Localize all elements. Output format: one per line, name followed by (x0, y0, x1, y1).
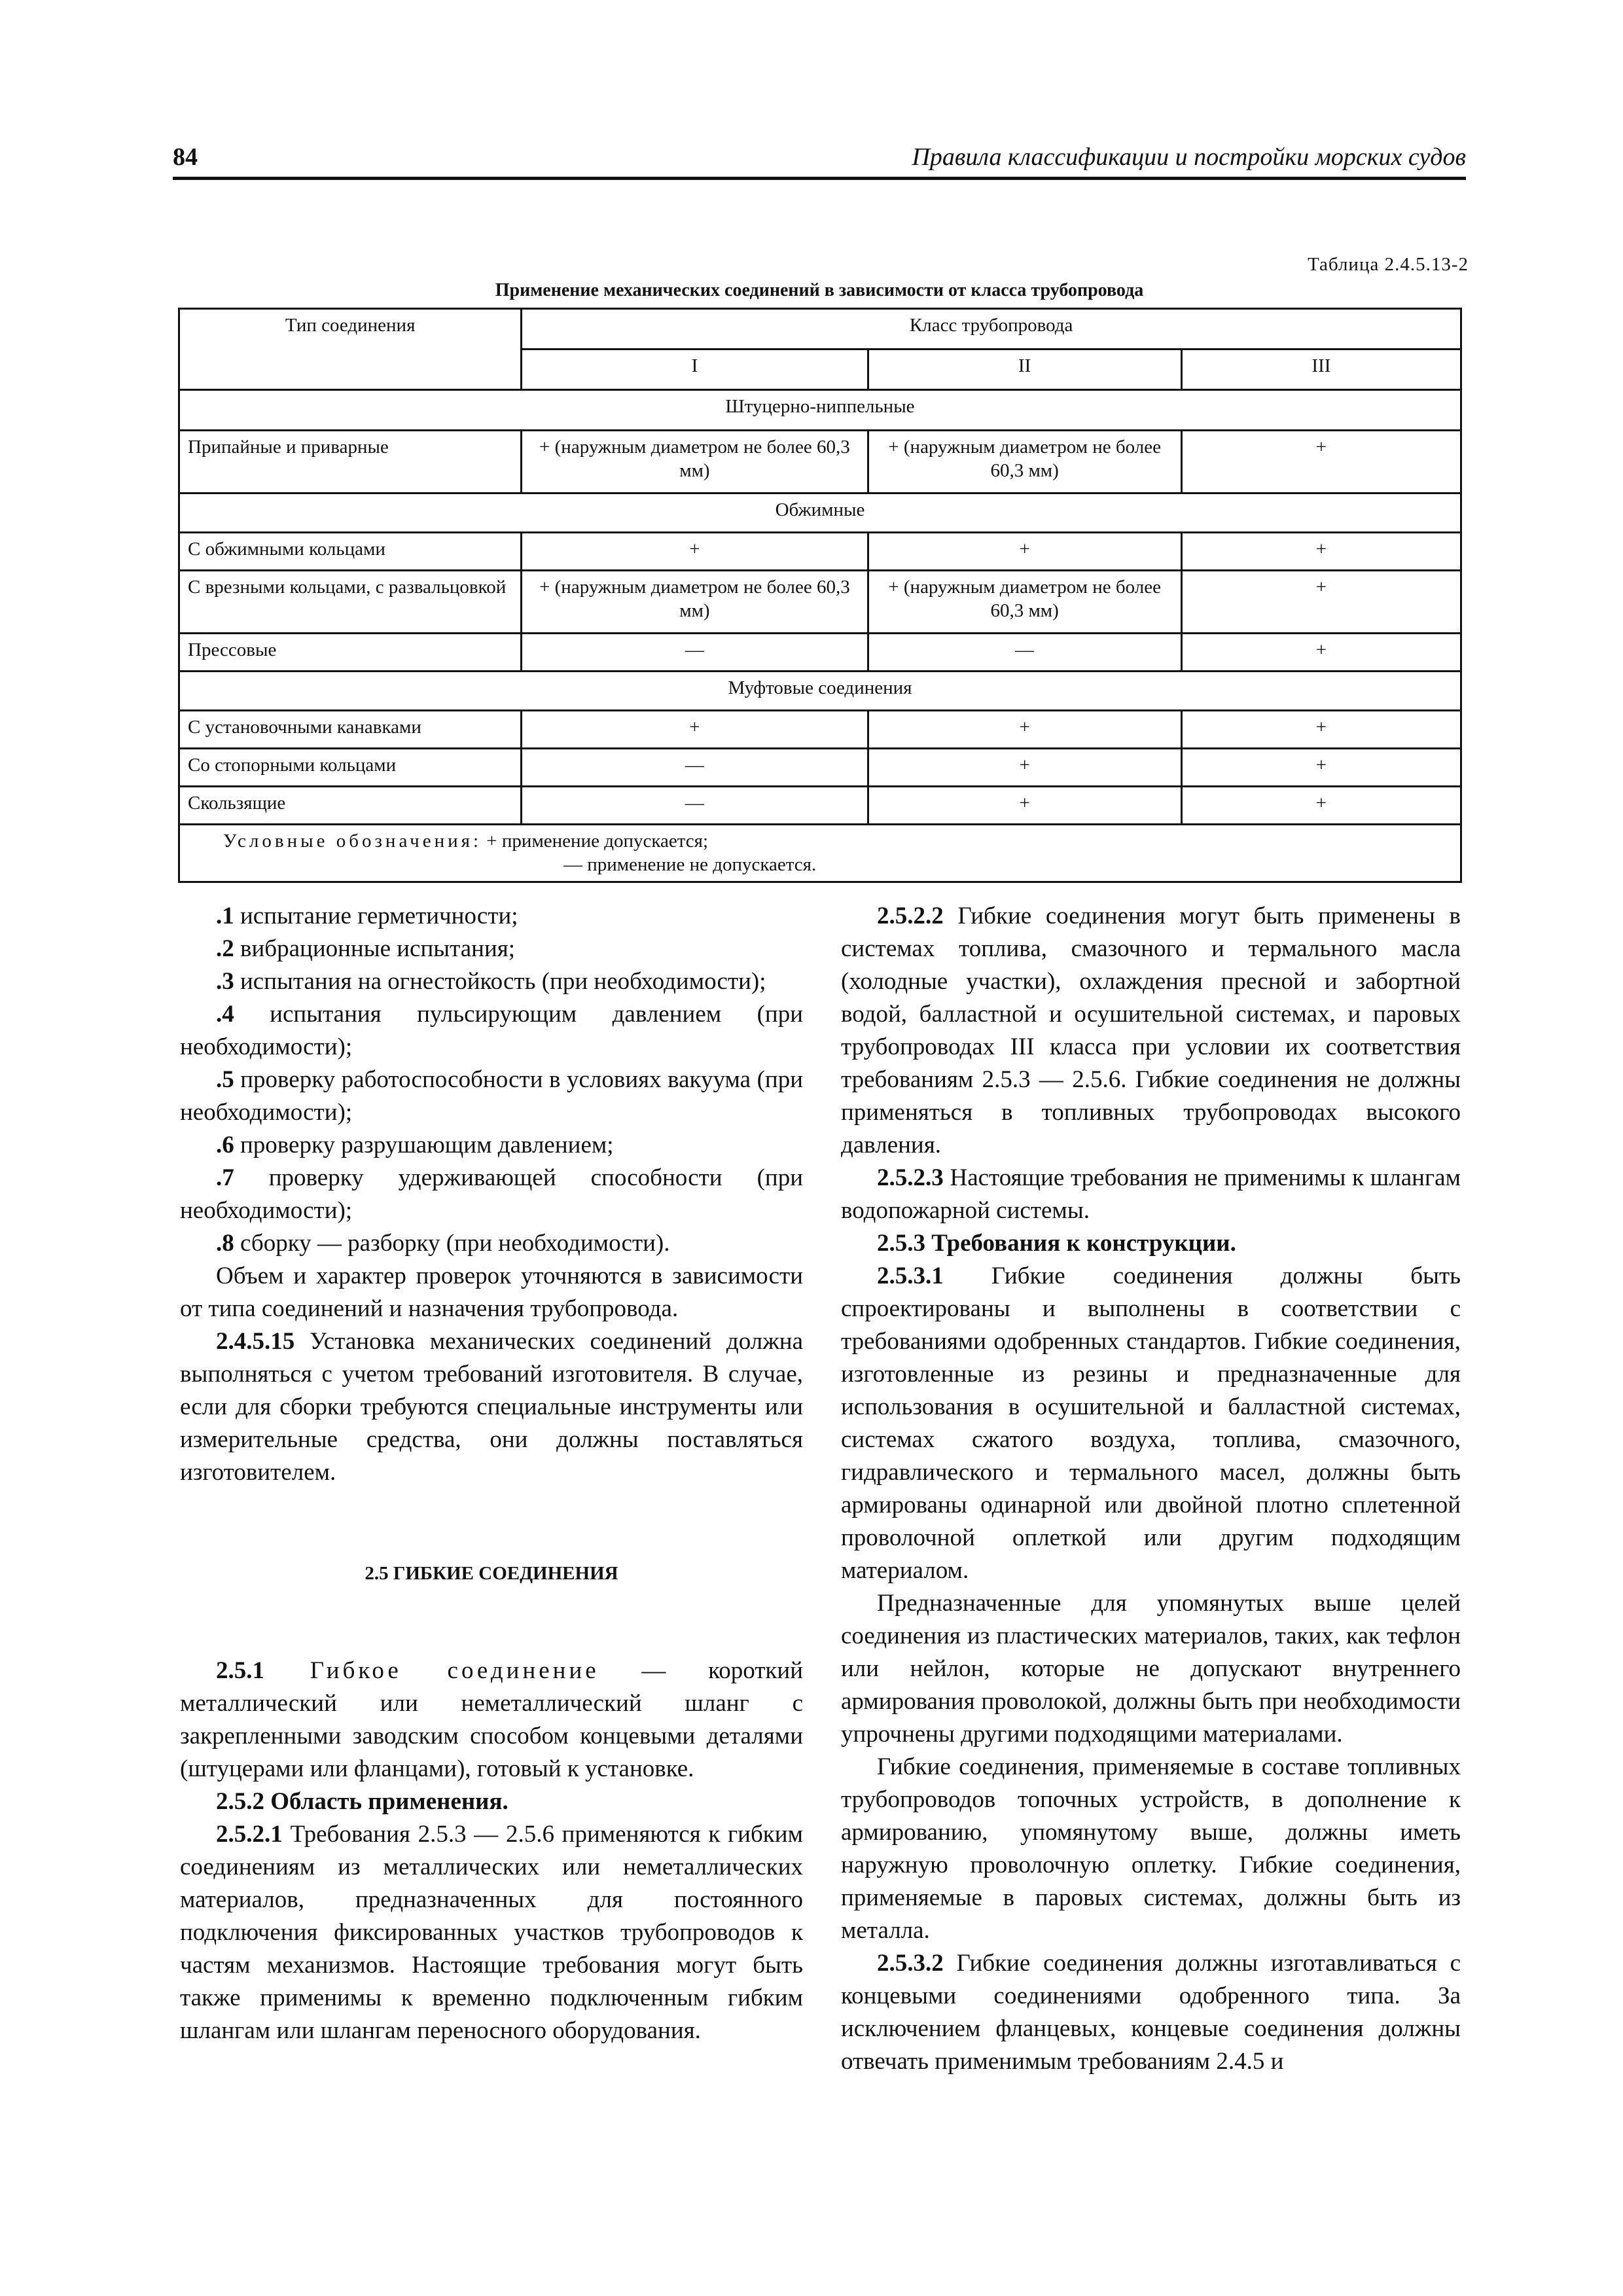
paragraph: .8 сборку — разборку (при необходимости). (216, 1230, 670, 1257)
paragraph: 2.5.3.1 Гибкие соединения должны быть спроектированы и выполнены в соответствии с требованиями одобренных стандартов. Гибкие соединения, изготовленные из резины и предназначенные для использования в осушительной и балластной системах, системах сжатого воздуха, топлива, смазочного, гидравлического и термального масел, должны быть армированы одинарной или двойной плотно сплетенной проволочной оплеткой или другим подходящим материалом. (841, 1263, 1461, 1584)
cell-class-2: + (наружным диаметром не более 60,3 мм) (868, 571, 1181, 634)
cell-class-3: + (1181, 711, 1461, 749)
cell-class-2: + (868, 711, 1181, 749)
paragraph: .5 проверку работоспособности в условиях вакуума (при необходимости); (180, 1066, 803, 1126)
cell-class-3: + (1181, 533, 1461, 571)
table-label: Таблица 2.4.5.13-2 (1308, 254, 1469, 275)
cell-class-1: + (наружным диаметром не более 60,3 мм) (522, 571, 868, 634)
cell-class-1: + (522, 533, 868, 571)
table-legend (179, 825, 1461, 882)
header-type: Тип соединения (179, 309, 522, 390)
cell-class-3: + (1181, 749, 1461, 787)
row-type: Прессовые (179, 634, 522, 672)
connections-table (178, 308, 1462, 883)
paragraph: .7 проверку удерживающей способности (при необходимости); (180, 1164, 803, 1224)
cell-class-2: + (868, 787, 1181, 825)
legend-permitted: + применение допускается; (486, 831, 709, 852)
row-type: Скользящие (179, 787, 522, 825)
cell-class-3: + (1181, 787, 1461, 825)
section-heading: 2.5 ГИБКИЕ СОЕДИНЕНИЯ (365, 1563, 618, 1584)
row-type: Припайные и приварные (179, 431, 522, 493)
cell-class-1: + (522, 711, 868, 749)
paragraph: 2.5.3 Требования к конструкции. (877, 1230, 1236, 1257)
header-class-1: I (522, 350, 868, 390)
paragraph: 2.5.2.3 Настоящие требования не применимы к шлангам водопожарной системы. (841, 1164, 1461, 1224)
legend-not-permitted: — применение не допускается. (563, 854, 817, 876)
cell-class-3: + (1181, 634, 1461, 672)
legend-label: Условные обозначения: (223, 831, 482, 852)
paragraph: 2.5.2.1 Требования 2.5.3 — 2.5.6 применяются к гибким соединениям из металлических или неметаллических материалов, предназначенных для постоянного подключения фиксированных участков трубопроводов к частям механизмов. Настоящие требования могут быть также применимы к временно подключенным гибким шлангам или шлангам переносного оборудования. (180, 1821, 803, 2044)
row-type: С обжимными кольцами (179, 533, 522, 571)
section-row: Штуцерно-ниппельные (179, 390, 1461, 431)
paragraph: .1 испытание герметичности; (216, 903, 518, 929)
paragraph: 2.5.3.2 Гибкие соединения должны изготавливаться с концевыми соединениями одобренного типа. За исключением фланцевых, концевые соединения должны отвечать применимым требованиям 2.4.5 и (841, 1950, 1461, 2075)
cell-class-2: — (868, 634, 1181, 672)
right-column-text (841, 900, 1461, 2078)
cell-class-1: — (522, 749, 868, 787)
cell-class-3: + (1181, 431, 1461, 493)
cell-class-3: + (1181, 571, 1461, 634)
section-row: Муфтовые соединения (179, 672, 1461, 711)
header-rule (173, 177, 1466, 180)
paragraph: Объем и характер проверок уточняются в зависимости от типа соединений и назначения трубопровода. (180, 1263, 803, 1322)
table-title: Применение механических соединений в зависимости от класса трубопровода (495, 280, 1144, 300)
paragraph: .6 проверку разрушающим давлением; (216, 1132, 614, 1158)
row-type: Со стопорными кольцами (179, 749, 522, 787)
page-header (173, 143, 1466, 179)
left-column-text (180, 900, 803, 1489)
paragraph: .2 вибрационные испытания; (216, 935, 516, 962)
paragraph: Гибкие соединения, применяемые в составе топливных трубопроводов топочных устройств, в дополнение к армированию, упомянутому выше, должны иметь наружную проволочную оплетку. Гибкие соединения, применяемые в паровых системах, должны быть из металла. (841, 1753, 1461, 1944)
cell-class-1: — (522, 787, 868, 825)
paragraph: Предназначенные для упомянутых выше целей соединения из пластических материалов, таких, как тефлон или нейлон, которые не допускают внутреннего армирования проволокой, должны быть при необходимости упрочнены другими подходящими материалами. (841, 1590, 1461, 1748)
cell-class-2: + (868, 533, 1181, 571)
header-class: Класс трубопровода (522, 309, 1461, 350)
cell-class-2: + (наружным диаметром не более 60,3 мм) (868, 431, 1181, 493)
row-type: С врезными кольцами, с развальцовкой (179, 571, 522, 634)
paragraph: 2.4.5.15 Установка механических соединений должна выполняться с учетом требований изготовителя. В случае, если для сборки требуются специальные инструменты или измерительные средства, они должны поставляться изготовителем. (180, 1328, 803, 1486)
paragraph: .3 испытания на огнестойкость (при необходимости); (216, 968, 766, 995)
cell-class-2: + (868, 749, 1181, 787)
left-column-bottom-text (180, 1655, 803, 2047)
page-number: 84 (173, 143, 198, 171)
cell-class-1: + (наружным диаметром не более 60,3 мм) (522, 431, 868, 493)
paragraph: 2.5.2.2 Гибкие соединения могут быть применены в системах топлива, смазочного и термального масла (холодные участки), охлаждения пресной и забортной водой, балластной и осушительной системах, и паровых трубопроводах III класса при условии их соответствия требованиям 2.5.3 — 2.5.6. Гибкие соединения не должны применяться в топливных трубопроводах высокого давления. (841, 903, 1461, 1158)
cell-class-1: — (522, 634, 868, 672)
running-title: Правила классификации и постройки морских судов (912, 143, 1466, 171)
paragraph: .4 испытания пульсирующим давлением (при необходимости); (180, 1001, 803, 1060)
header-class-3: III (1181, 350, 1461, 390)
row-type: С установочными канавками (179, 711, 522, 749)
section-row: Обжимные (179, 493, 1461, 533)
paragraph: 2.5.2 Область применения. (216, 1788, 508, 1815)
paragraph: 2.5.1 Гибкое соединение — короткий металлический или неметаллический шланг с закрепленными заводским способом концевыми деталями (штуцерами или фланцами), готовый к установке. (180, 1657, 803, 1782)
header-class-2: II (868, 350, 1181, 390)
